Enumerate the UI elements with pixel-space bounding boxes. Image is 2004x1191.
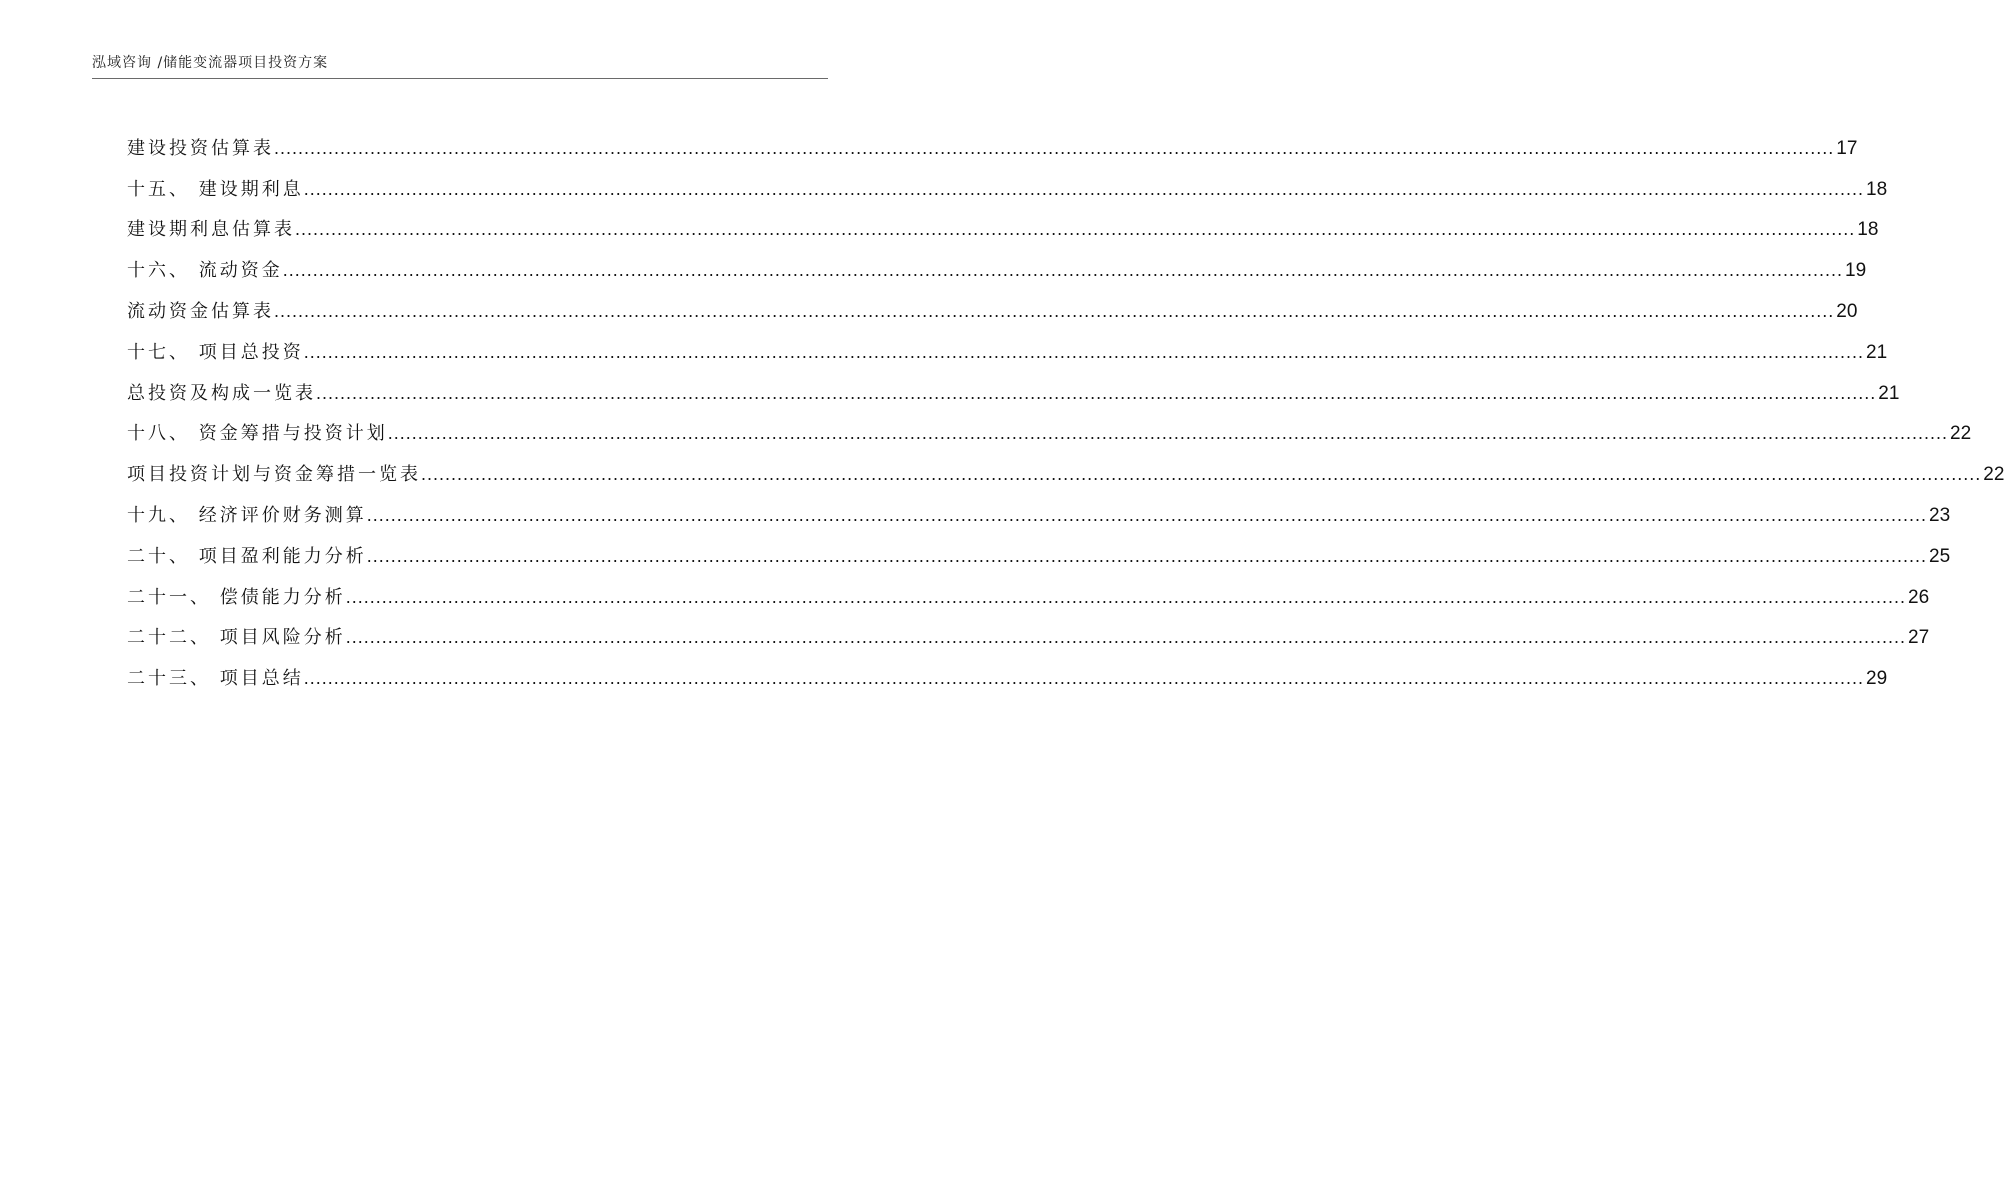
toc-entry-title: 二十一、 偿债能力分析	[127, 586, 346, 608]
toc-dot-leader: ....................................................................................................................................................................................................................................................................	[303, 341, 1864, 362]
toc-dot-leader: ....................................................................................................................................................................................................................................................................	[345, 586, 1906, 607]
toc-entry-page-number: 18	[1866, 178, 1888, 200]
toc-entry[interactable]	[127, 446, 2004, 487]
toc-dot-leader: ....................................................................................................................................................................................................................................................................	[274, 300, 1835, 321]
toc-entry-title: 十五、 建设期利息	[127, 178, 304, 200]
toc-entry-title: 二十二、 项目风险分析	[127, 627, 346, 649]
toc-dot-leader: ....................................................................................................................................................................................................................................................................	[303, 668, 1864, 689]
toc-dot-leader: ....................................................................................................................................................................................................................................................................	[387, 423, 1948, 444]
toc-entry[interactable]	[127, 365, 1900, 406]
toc-dot-leader: ....................................................................................................................................................................................................................................................................	[366, 504, 1927, 525]
toc-dot-leader: ....................................................................................................................................................................................................................................................................	[316, 382, 1877, 403]
toc-entry-page-number: 29	[1866, 668, 1888, 690]
header-divider	[92, 78, 828, 79]
toc-entry[interactable]	[127, 324, 1888, 365]
toc-entry-page-number: 22	[1950, 423, 1972, 445]
table-of-contents	[127, 120, 2004, 691]
toc-entry[interactable]	[127, 528, 1951, 569]
toc-entry[interactable]	[127, 406, 1972, 447]
toc-entry-title: 二十三、 项目总结	[127, 668, 304, 690]
toc-entry-title: 流动资金估算表	[127, 300, 274, 322]
toc-entry-title: 二十、 项目盈利能力分析	[127, 545, 367, 567]
toc-entry-page-number: 27	[1908, 627, 1930, 649]
toc-entry-page-number: 21	[1878, 382, 1900, 404]
toc-entry[interactable]	[127, 242, 1867, 283]
toc-entry[interactable]	[127, 120, 1858, 161]
toc-dot-leader: ....................................................................................................................................................................................................................................................................	[366, 545, 1927, 566]
toc-entry-page-number: 23	[1929, 504, 1951, 526]
toc-dot-leader: ....................................................................................................................................................................................................................................................................	[274, 137, 1835, 158]
toc-entry-title: 建设期利息估算表	[127, 219, 295, 241]
toc-dot-leader: ....................................................................................................................................................................................................................................................................	[421, 464, 1982, 485]
toc-entry-page-number: 21	[1866, 341, 1888, 363]
toc-entry[interactable]	[127, 487, 1951, 528]
toc-entry-page-number: 17	[1836, 137, 1858, 159]
toc-entry-title: 十九、 经济评价财务测算	[127, 504, 367, 526]
toc-dot-leader: ....................................................................................................................................................................................................................................................................	[282, 260, 1843, 281]
toc-dot-leader: ....................................................................................................................................................................................................................................................................	[295, 219, 1856, 240]
toc-entry[interactable]	[127, 202, 1879, 243]
toc-entry[interactable]	[127, 283, 1858, 324]
toc-entry-title: 项目投资计划与资金筹措一览表	[127, 464, 421, 486]
toc-entry-page-number: 19	[1845, 260, 1867, 282]
toc-entry[interactable]	[127, 569, 1930, 610]
toc-entry-page-number: 22	[1983, 464, 2004, 486]
toc-entry-page-number: 18	[1857, 219, 1879, 241]
toc-entry-page-number: 26	[1908, 586, 1930, 608]
toc-entry[interactable]	[127, 650, 1888, 691]
toc-entry[interactable]	[127, 610, 1930, 651]
toc-entry[interactable]	[127, 161, 1888, 202]
toc-entry-page-number: 20	[1836, 300, 1858, 322]
toc-entry-title: 十六、 流动资金	[127, 260, 283, 282]
toc-entry-title: 十八、 资金筹措与投资计划	[127, 423, 388, 445]
toc-entry-title: 建设投资估算表	[127, 137, 274, 159]
toc-entry-title: 十七、 项目总投资	[127, 341, 304, 363]
toc-entry-title: 总投资及构成一览表	[127, 382, 316, 404]
toc-dot-leader: ....................................................................................................................................................................................................................................................................	[345, 627, 1906, 648]
page-header: 泓域咨询 /储能变流器项目投资方案	[92, 55, 329, 71]
toc-entry-page-number: 25	[1929, 545, 1951, 567]
toc-dot-leader: ....................................................................................................................................................................................................................................................................	[303, 178, 1864, 199]
